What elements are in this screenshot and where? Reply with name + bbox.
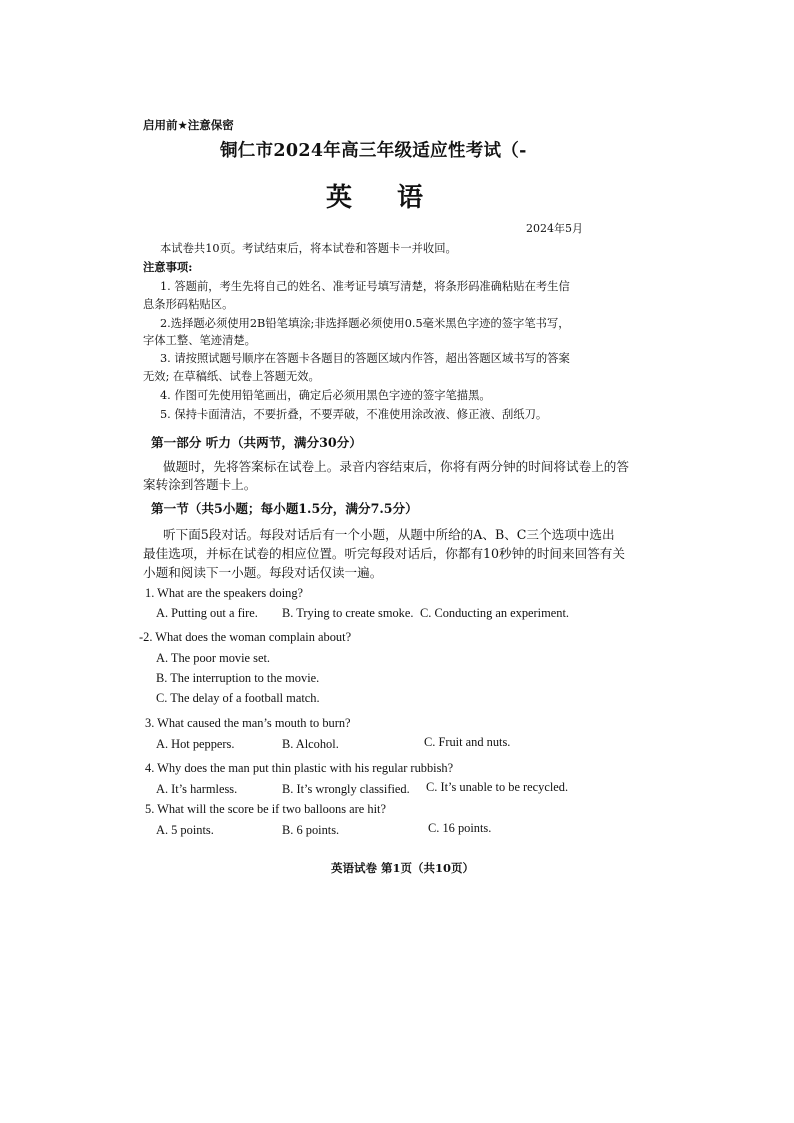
note-line: 5. 保持卡面清洁，不要折叠，不要弄破，不准使用涂改液、修正液、刮纸刀。 xyxy=(160,408,548,421)
note-line: 2.选择题必须使用2B铅笔填涂;非选择题必须使用0.5毫米黑色字迹的签字笔书写， xyxy=(160,317,570,330)
section1-heading: 第一节（共5小题；每小题1.5分，满分7.5分） xyxy=(151,501,418,516)
answer-option: B. It’s wrongly classified. xyxy=(282,782,410,796)
answer-option: C. The delay of a football match. xyxy=(156,691,320,705)
answer-option: A. The poor movie set. xyxy=(156,651,271,665)
answer-option: B. Alcohol. xyxy=(282,737,339,751)
question-stem: 3. What caused the man’s mouth to burn? xyxy=(145,716,351,730)
notes-heading: 注意事项: xyxy=(143,260,193,274)
answer-option: B. The interruption to the movie. xyxy=(156,671,320,685)
answer-option: B. Trying to create smoke. xyxy=(282,606,414,620)
note-line: 息条形码粘贴区。 xyxy=(143,298,234,311)
note-line: 1. 答题前，考生先将自己的姓名、准考证号填写清楚，将条形码准确粘贴在考生信 xyxy=(160,280,570,293)
question-stem: 5. What will the score be if two balloons are hit? xyxy=(145,802,386,816)
note-line: 4. 作图可先使用铅笔画出，确定后必须用黑色字迹的签字笔描黑。 xyxy=(160,389,491,402)
paper-intro: 本试卷共10页。考试结束后，将本试卷和答题卡一并收回。 xyxy=(160,242,457,255)
note-line: 字体工整、笔迹清楚。 xyxy=(143,334,256,347)
question-stem: 1. What are the speakers doing? xyxy=(145,586,304,600)
confidential-mark: 启用前★注意保密 xyxy=(143,118,234,132)
answer-option: A. Putting out a fire. xyxy=(156,606,258,620)
answer-option: C. Fruit and nuts. xyxy=(424,735,511,749)
exam-title: 铜仁市2024年高三年级适应性考试（- xyxy=(220,141,527,161)
answer-option: B. 6 points. xyxy=(282,823,340,837)
exam-date: 2024年5月 xyxy=(526,222,583,235)
answer-option: A. It’s harmless. xyxy=(156,782,238,796)
page-footer: 英语试卷 第1页（共10页） xyxy=(331,861,475,875)
note-line: 无效; 在草稿纸、试卷上答题无效。 xyxy=(143,370,320,383)
answer-option: C. Conducting an experiment. xyxy=(420,606,570,620)
answer-option: A. 5 points. xyxy=(156,823,214,837)
section1-intro-line: 最佳选项，并标在试卷的相应位置。听完每段对话后，你都有10秒钟的时间来回答有关 xyxy=(143,546,625,561)
answer-option: C. It’s unable to be recycled. xyxy=(426,780,569,794)
answer-option: A. Hot peppers. xyxy=(156,737,235,751)
question-stem: -2. What does the woman complain about? xyxy=(139,630,352,644)
section1-intro-line: 小题和阅读下一小题。每段对话仅读一遍。 xyxy=(143,565,383,580)
subject-title: 英 语 xyxy=(326,183,442,213)
part1-intro-line: 做题时，先将答案标在试卷上。录音内容结束后，你将有两分钟的时间将试卷上的答 xyxy=(163,459,629,474)
part1-heading: 第一部分 听力（共两节，满分30分） xyxy=(151,435,362,450)
question-stem: 4. Why does the man put thin plastic with his regular rubbish? xyxy=(145,761,454,775)
note-line: 3. 请按照试题号顺序在答题卡各题目的答题区域内作答，超出答题区域书写的答案 xyxy=(160,352,570,365)
section1-intro-line: 听下面5段对话。每段对话后有一个小题，从题中所给的A、B、C三个选项中选出 xyxy=(163,527,615,542)
part1-intro-line: 案转涂到答题卡上。 xyxy=(143,477,257,492)
answer-option: C. 16 points. xyxy=(428,821,492,835)
